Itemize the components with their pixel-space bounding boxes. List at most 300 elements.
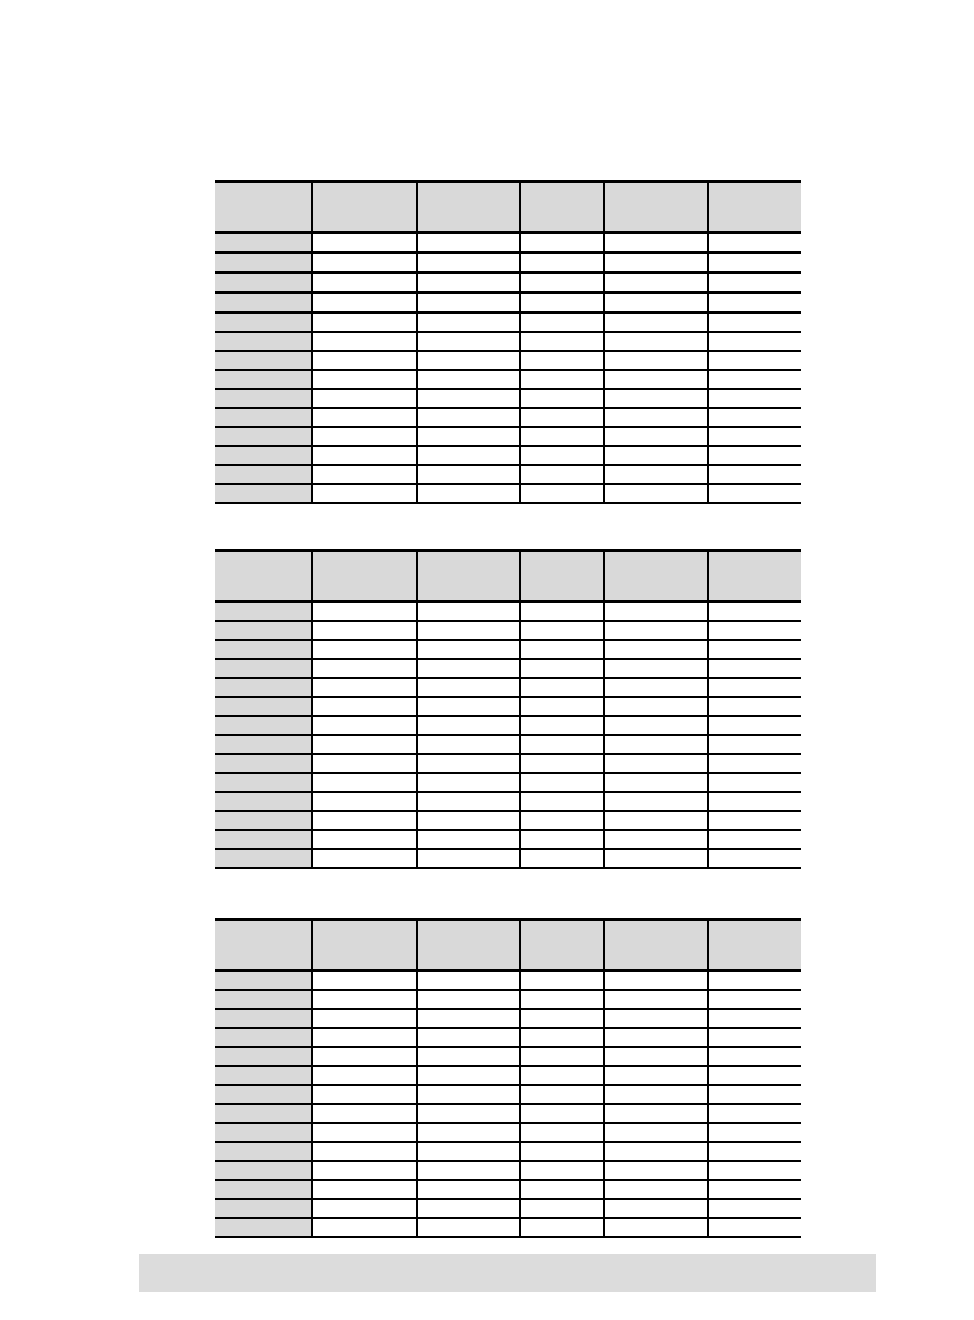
- table-row: [215, 427, 801, 446]
- table-cell: [604, 1218, 708, 1237]
- blank-table-3: [215, 918, 801, 1238]
- table-cell: [312, 253, 417, 273]
- table-cell: [604, 811, 708, 830]
- table-cell: [417, 621, 520, 640]
- table-header-cell: [417, 920, 520, 971]
- table-cell: [312, 678, 417, 697]
- table-row: [215, 1066, 801, 1085]
- table-cell: [604, 716, 708, 735]
- blank-table-1: [215, 180, 801, 504]
- table-cell: [520, 332, 604, 351]
- table-cell: [312, 427, 417, 446]
- row-label-cell: [215, 697, 312, 716]
- table-row: [215, 773, 801, 792]
- table-cell: [708, 389, 801, 408]
- row-label-cell: [215, 293, 312, 313]
- row-label-cell: [215, 716, 312, 735]
- row-label-cell: [215, 484, 312, 503]
- table-cell: [604, 678, 708, 697]
- table-cell: [708, 640, 801, 659]
- table-cell: [520, 735, 604, 754]
- table-cell: [604, 332, 708, 351]
- blank-table-2: [215, 549, 801, 869]
- table-row: [215, 465, 801, 484]
- table-row: [215, 849, 801, 868]
- table-cell: [520, 1009, 604, 1028]
- table-row: [215, 253, 801, 273]
- table-cell: [417, 351, 520, 370]
- table-row: [215, 273, 801, 293]
- table-cell: [708, 990, 801, 1009]
- table-cell: [708, 332, 801, 351]
- row-label-cell: [215, 389, 312, 408]
- table-cell: [312, 1028, 417, 1047]
- table-cell: [417, 293, 520, 313]
- table-cell: [604, 792, 708, 811]
- table-cell: [417, 1161, 520, 1180]
- table-header-cell: [520, 182, 604, 233]
- table-cell: [312, 1199, 417, 1218]
- table-cell: [417, 389, 520, 408]
- table-header-cell: [708, 182, 801, 233]
- table-cell: [417, 1009, 520, 1028]
- table-cell: [604, 621, 708, 640]
- table-row: [215, 1047, 801, 1066]
- table-row: [215, 484, 801, 503]
- table-cell: [417, 332, 520, 351]
- table-cell: [520, 754, 604, 773]
- table-cell: [604, 1142, 708, 1161]
- table-cell: [708, 971, 801, 991]
- table-header-cell: [520, 551, 604, 602]
- table-cell: [604, 465, 708, 484]
- table-cell: [708, 1047, 801, 1066]
- table-header-cell: [708, 551, 801, 602]
- table-cell: [708, 1161, 801, 1180]
- footer-bar: [139, 1254, 876, 1292]
- table-cell: [417, 233, 520, 253]
- table-cell: [312, 273, 417, 293]
- table-cell: [312, 351, 417, 370]
- table-cell: [520, 233, 604, 253]
- row-label-cell: [215, 1142, 312, 1161]
- table-cell: [604, 830, 708, 849]
- table-cell: [604, 1047, 708, 1066]
- row-label-cell: [215, 313, 312, 333]
- row-label-cell: [215, 370, 312, 389]
- table-cell: [708, 465, 801, 484]
- row-label-cell: [215, 971, 312, 991]
- table-cell: [604, 273, 708, 293]
- table-row: [215, 1199, 801, 1218]
- table-cell: [312, 465, 417, 484]
- table-cell: [604, 427, 708, 446]
- table-cell: [417, 446, 520, 465]
- table-cell: [520, 792, 604, 811]
- table-cell: [312, 716, 417, 735]
- table-cell: [604, 1085, 708, 1104]
- table-cell: [312, 233, 417, 253]
- table-row: [215, 233, 801, 253]
- table-cell: [520, 1218, 604, 1237]
- table-row: [215, 408, 801, 427]
- table-row: [215, 1028, 801, 1047]
- table-cell: [312, 602, 417, 622]
- table-cell: [312, 1161, 417, 1180]
- row-label-cell: [215, 640, 312, 659]
- table-cell: [520, 849, 604, 868]
- table-cell: [312, 446, 417, 465]
- table-cell: [417, 754, 520, 773]
- table-cell: [417, 273, 520, 293]
- table-cell: [520, 408, 604, 427]
- table-cell: [708, 273, 801, 293]
- table-cell: [520, 1104, 604, 1123]
- table-cell: [708, 678, 801, 697]
- table-cell: [604, 313, 708, 333]
- table-cell: [417, 678, 520, 697]
- table-cell: [708, 1180, 801, 1199]
- table-cell: [708, 621, 801, 640]
- row-label-cell: [215, 1199, 312, 1218]
- row-label-cell: [215, 849, 312, 868]
- row-label-cell: [215, 830, 312, 849]
- table-cell: [708, 716, 801, 735]
- table-row: [215, 1180, 801, 1199]
- table-cell: [312, 1123, 417, 1142]
- table-cell: [417, 811, 520, 830]
- table-cell: [708, 446, 801, 465]
- table-cell: [312, 1009, 417, 1028]
- table-header-cell: [215, 920, 312, 971]
- table-row: [215, 370, 801, 389]
- table-cell: [520, 465, 604, 484]
- table-cell: [312, 849, 417, 868]
- table-cell: [708, 773, 801, 792]
- table-row: [215, 971, 801, 991]
- table-cell: [604, 1199, 708, 1218]
- table-cell: [708, 830, 801, 849]
- row-label-cell: [215, 990, 312, 1009]
- table-cell: [708, 602, 801, 622]
- table-cell: [708, 313, 801, 333]
- table-header-cell: [312, 551, 417, 602]
- table-row: [215, 1104, 801, 1123]
- table-cell: [520, 1047, 604, 1066]
- table-cell: [708, 233, 801, 253]
- table-cell: [417, 640, 520, 659]
- table-row: [215, 621, 801, 640]
- table-cell: [312, 370, 417, 389]
- row-label-cell: [215, 427, 312, 446]
- row-label-cell: [215, 1028, 312, 1047]
- table-cell: [312, 754, 417, 773]
- table-cell: [708, 408, 801, 427]
- table-cell: [417, 1066, 520, 1085]
- table-cell: [708, 735, 801, 754]
- table-cell: [520, 1066, 604, 1085]
- table-cell: [604, 1161, 708, 1180]
- table-cell: [708, 1123, 801, 1142]
- table-cell: [708, 792, 801, 811]
- table-header-cell: [604, 551, 708, 602]
- table-cell: [604, 484, 708, 503]
- table-cell: [520, 1199, 604, 1218]
- table-cell: [417, 484, 520, 503]
- table-header-row: [215, 182, 801, 233]
- table-cell: [604, 754, 708, 773]
- table-row: [215, 678, 801, 697]
- table-row: [215, 332, 801, 351]
- table-cell: [708, 1085, 801, 1104]
- table-cell: [520, 678, 604, 697]
- table-row: [215, 754, 801, 773]
- table-cell: [312, 293, 417, 313]
- table-row: [215, 1009, 801, 1028]
- table-cell: [520, 602, 604, 622]
- table-row: [215, 792, 801, 811]
- table-cell: [312, 990, 417, 1009]
- table-cell: [520, 659, 604, 678]
- table-row: [215, 602, 801, 622]
- table-cell: [604, 1104, 708, 1123]
- table-cell: [312, 1047, 417, 1066]
- table-cell: [520, 253, 604, 273]
- table-cell: [417, 716, 520, 735]
- table-cell: [604, 233, 708, 253]
- table-cell: [708, 253, 801, 273]
- table-cell: [312, 484, 417, 503]
- table-cell: [604, 990, 708, 1009]
- table-cell: [708, 754, 801, 773]
- row-label-cell: [215, 1085, 312, 1104]
- row-label-cell: [215, 233, 312, 253]
- table-cell: [708, 1028, 801, 1047]
- table-row: [215, 446, 801, 465]
- table-cell: [417, 735, 520, 754]
- table-cell: [604, 640, 708, 659]
- table-cell: [520, 351, 604, 370]
- table-cell: [312, 1142, 417, 1161]
- table-cell: [417, 792, 520, 811]
- table-header-cell: [708, 920, 801, 971]
- row-label-cell: [215, 1218, 312, 1237]
- table-cell: [417, 849, 520, 868]
- table-cell: [604, 253, 708, 273]
- table-cell: [417, 830, 520, 849]
- row-label-cell: [215, 253, 312, 273]
- table-cell: [708, 811, 801, 830]
- table-cell: [417, 370, 520, 389]
- table-header-cell: [312, 920, 417, 971]
- table-cell: [312, 332, 417, 351]
- table-cell: [708, 1066, 801, 1085]
- table-cell: [417, 465, 520, 484]
- table-cell: [708, 351, 801, 370]
- row-label-cell: [215, 332, 312, 351]
- table-row: [215, 1123, 801, 1142]
- table-row: [215, 811, 801, 830]
- table-cell: [520, 273, 604, 293]
- table-cell: [520, 293, 604, 313]
- table-row: [215, 389, 801, 408]
- row-label-cell: [215, 446, 312, 465]
- row-label-cell: [215, 408, 312, 427]
- table-cell: [312, 313, 417, 333]
- table-cell: [604, 351, 708, 370]
- table-cell: [312, 1066, 417, 1085]
- table-cell: [520, 697, 604, 716]
- table-cell: [520, 1161, 604, 1180]
- table-row: [215, 1142, 801, 1161]
- table-cell: [520, 370, 604, 389]
- table-cell: [708, 370, 801, 389]
- table-cell: [312, 659, 417, 678]
- table-header-cell: [520, 920, 604, 971]
- table-cell: [520, 484, 604, 503]
- table-cell: [520, 1123, 604, 1142]
- row-label-cell: [215, 678, 312, 697]
- table-cell: [604, 735, 708, 754]
- table-cell: [604, 659, 708, 678]
- table-cell: [417, 971, 520, 991]
- table-cell: [604, 293, 708, 313]
- table-cell: [604, 773, 708, 792]
- table-row: [215, 1085, 801, 1104]
- table-cell: [604, 1009, 708, 1028]
- table-cell: [312, 1104, 417, 1123]
- table-cell: [604, 389, 708, 408]
- table-cell: [520, 621, 604, 640]
- table-cell: [708, 1104, 801, 1123]
- table-cell: [417, 773, 520, 792]
- table-header-cell: [215, 182, 312, 233]
- table-header-row: [215, 551, 801, 602]
- table-row: [215, 1161, 801, 1180]
- table-cell: [312, 389, 417, 408]
- table-cell: [604, 446, 708, 465]
- table-cell: [312, 1218, 417, 1237]
- table-cell: [708, 1218, 801, 1237]
- table-header-cell: [417, 182, 520, 233]
- table-header-cell: [417, 551, 520, 602]
- table-header-cell: [604, 182, 708, 233]
- table-row: [215, 830, 801, 849]
- table-row: [215, 735, 801, 754]
- table-cell: [312, 811, 417, 830]
- row-label-cell: [215, 1180, 312, 1199]
- table-cell: [417, 1028, 520, 1047]
- table-cell: [708, 484, 801, 503]
- row-label-cell: [215, 1066, 312, 1085]
- row-label-cell: [215, 273, 312, 293]
- table-cell: [417, 427, 520, 446]
- table-cell: [604, 971, 708, 991]
- table-cell: [520, 1180, 604, 1199]
- table-cell: [312, 697, 417, 716]
- row-label-cell: [215, 602, 312, 622]
- row-label-cell: [215, 811, 312, 830]
- table-cell: [417, 1047, 520, 1066]
- table-cell: [417, 313, 520, 333]
- table-cell: [520, 811, 604, 830]
- table-cell: [417, 697, 520, 716]
- table-header-cell: [312, 182, 417, 233]
- row-label-cell: [215, 621, 312, 640]
- table-cell: [708, 1009, 801, 1028]
- table-cell: [604, 849, 708, 868]
- table-cell: [312, 640, 417, 659]
- table-cell: [520, 716, 604, 735]
- table-cell: [604, 697, 708, 716]
- table-cell: [417, 408, 520, 427]
- table-cell: [708, 427, 801, 446]
- table-cell: [520, 427, 604, 446]
- table-cell: [312, 621, 417, 640]
- table-row: [215, 640, 801, 659]
- row-label-cell: [215, 754, 312, 773]
- table-cell: [417, 1085, 520, 1104]
- row-label-cell: [215, 773, 312, 792]
- table-cell: [417, 1199, 520, 1218]
- table-cell: [312, 971, 417, 991]
- table-cell: [708, 849, 801, 868]
- table-cell: [417, 253, 520, 273]
- row-label-cell: [215, 659, 312, 678]
- row-label-cell: [215, 1047, 312, 1066]
- row-label-cell: [215, 1161, 312, 1180]
- table-cell: [417, 990, 520, 1009]
- table-cell: [520, 971, 604, 991]
- table-row: [215, 313, 801, 333]
- table-cell: [417, 1180, 520, 1199]
- table-cell: [520, 446, 604, 465]
- table-header-row: [215, 920, 801, 971]
- table-cell: [604, 408, 708, 427]
- table-cell: [604, 1028, 708, 1047]
- row-label-cell: [215, 351, 312, 370]
- table-cell: [312, 408, 417, 427]
- table-cell: [417, 1142, 520, 1161]
- table-cell: [708, 293, 801, 313]
- table-cell: [604, 1180, 708, 1199]
- table-cell: [520, 1028, 604, 1047]
- table-row: [215, 990, 801, 1009]
- table-cell: [708, 1199, 801, 1218]
- row-label-cell: [215, 1104, 312, 1123]
- table-cell: [604, 602, 708, 622]
- table-cell: [312, 1085, 417, 1104]
- table-cell: [520, 313, 604, 333]
- row-label-cell: [215, 465, 312, 484]
- row-label-cell: [215, 1009, 312, 1028]
- table-cell: [520, 773, 604, 792]
- table-cell: [520, 990, 604, 1009]
- row-label-cell: [215, 792, 312, 811]
- table-cell: [417, 1104, 520, 1123]
- table-cell: [312, 773, 417, 792]
- table-cell: [520, 640, 604, 659]
- table-cell: [312, 735, 417, 754]
- row-label-cell: [215, 1123, 312, 1142]
- table-cell: [520, 1142, 604, 1161]
- table-cell: [312, 830, 417, 849]
- table-cell: [604, 1066, 708, 1085]
- table-cell: [312, 792, 417, 811]
- table-cell: [417, 1123, 520, 1142]
- table-row: [215, 1218, 801, 1237]
- table-cell: [604, 370, 708, 389]
